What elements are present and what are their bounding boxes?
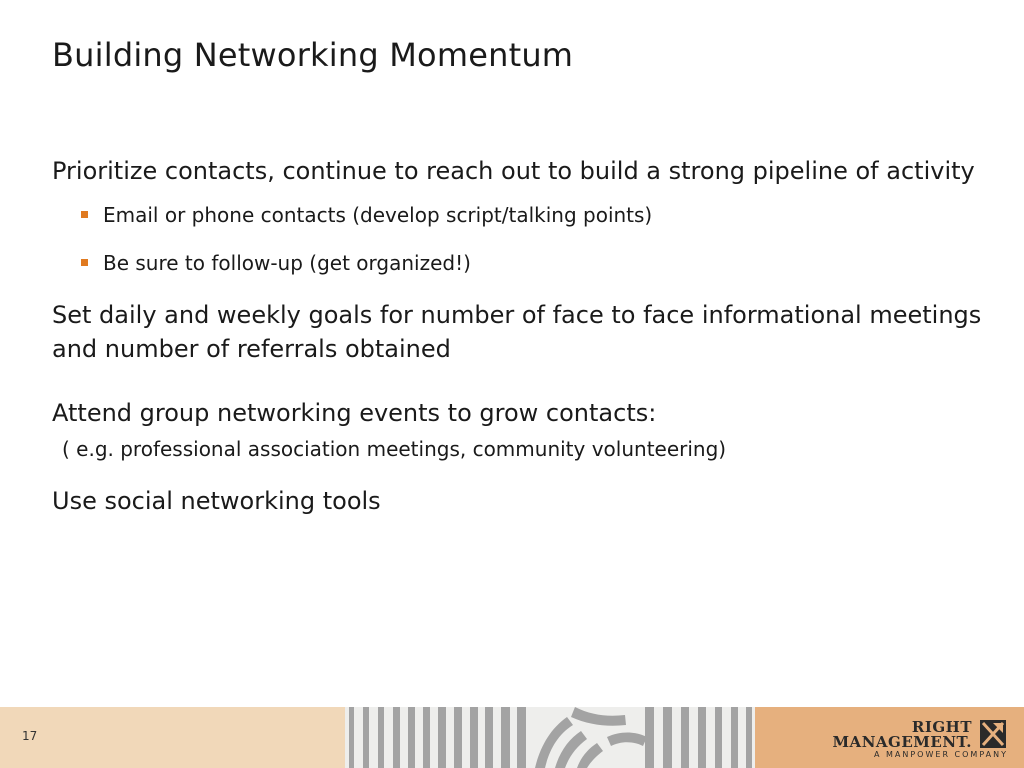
footer-left-panel <box>0 707 345 768</box>
point-attend-events: Attend group networking events to grow contacts: <box>52 399 657 427</box>
logo-line-1: RIGHT <box>911 718 972 736</box>
subpoint-email-phone <box>52 202 992 228</box>
slide-body <box>52 154 992 518</box>
square-bullet-icon <box>81 259 88 266</box>
point-prioritize-contacts: Prioritize contacts, continue to reach out to build a strong pipeline of activity <box>52 157 975 185</box>
subpoint-follow-up <box>52 250 992 276</box>
point-social-tools: Use social networking tools <box>52 487 381 515</box>
slide-title: Building Networking Momentum <box>52 36 574 74</box>
right-management-logo-icon <box>980 720 1006 748</box>
footer-right-panel <box>755 707 1024 768</box>
page-number: 17 <box>22 729 38 743</box>
right-management-logo <box>832 716 1010 762</box>
subpoint-text: Email or phone contacts (develop script/talking points) <box>103 203 653 227</box>
footer-stripe-pattern <box>345 707 755 768</box>
square-bullet-icon <box>81 211 88 218</box>
slide-footer <box>0 707 1024 768</box>
point-set-goals: Set daily and weekly goals for number of face to face informational meetings and number of referrals obtained <box>52 301 982 363</box>
subpoint-text: Be sure to follow-up (get organized!) <box>103 251 471 275</box>
subpoint-list <box>52 202 992 276</box>
logo-line-2: MANAGEMENT. <box>832 733 972 751</box>
logo-tagline: A MANPOWER COMPANY <box>873 750 1008 759</box>
point-events-note: ( e.g. professional association meetings, community volunteering) <box>62 437 727 461</box>
